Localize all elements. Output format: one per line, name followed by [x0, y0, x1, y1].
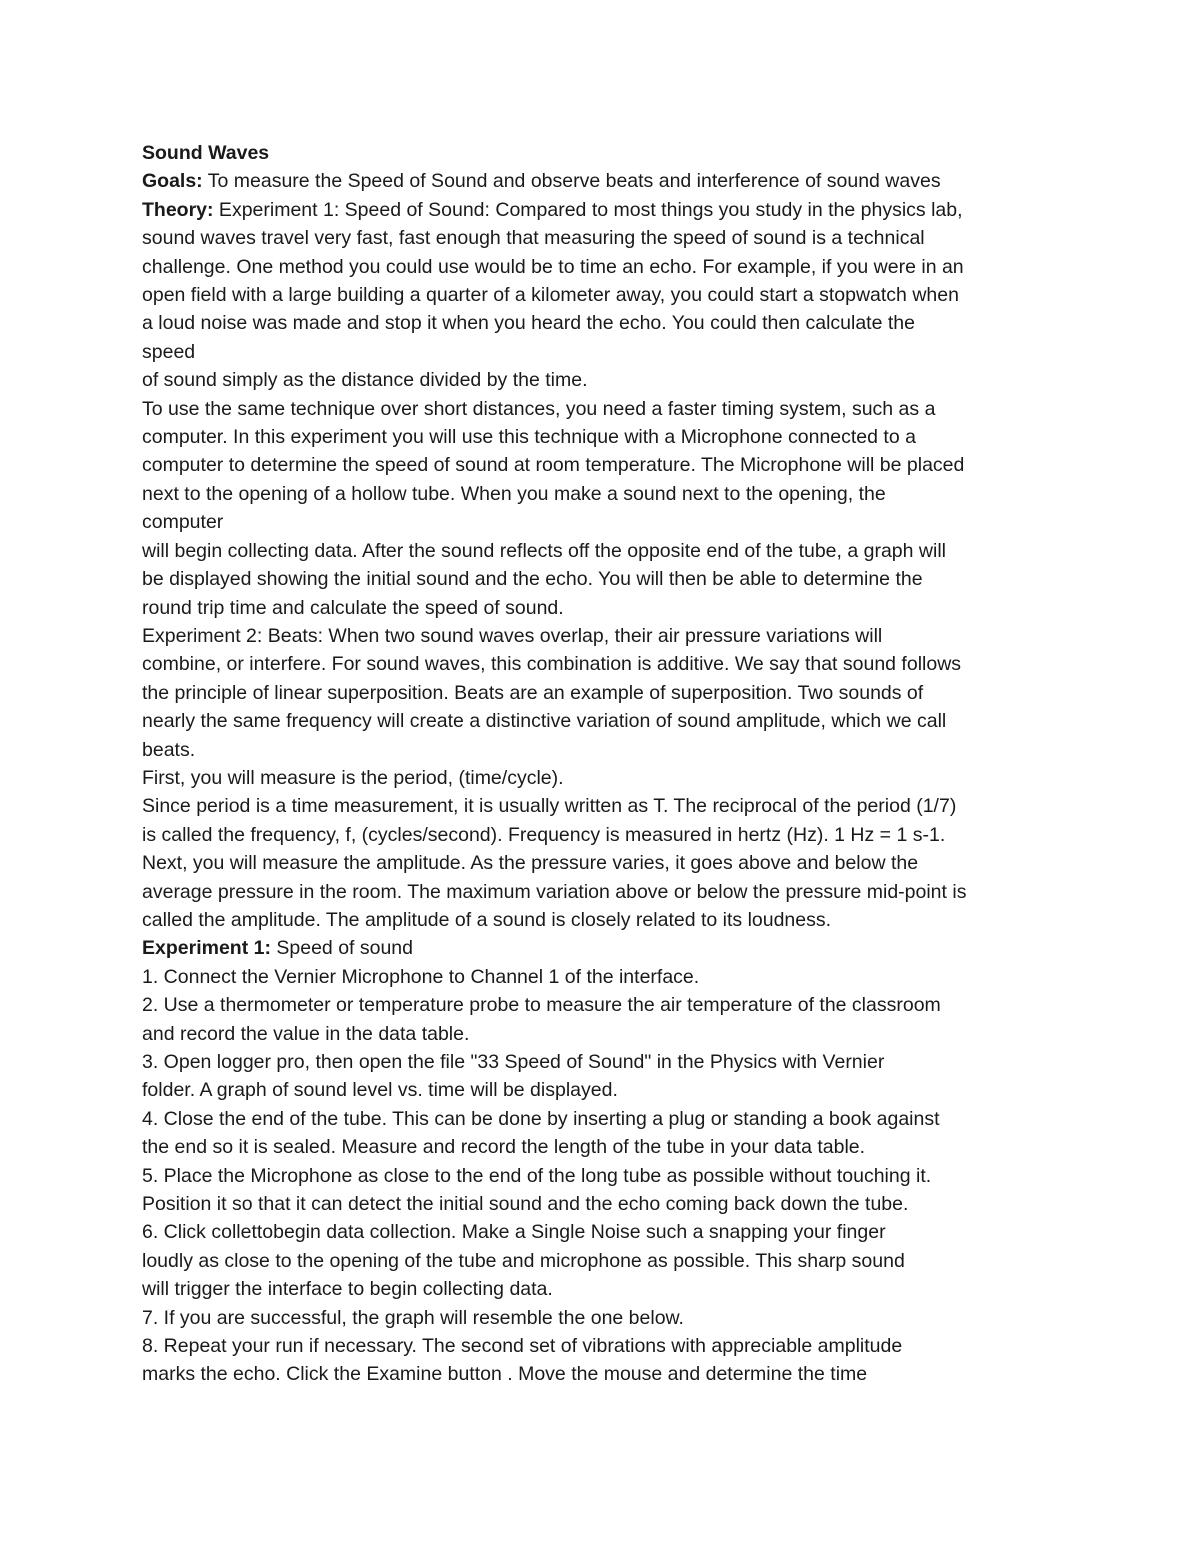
text-line: is called the frequency, f, (cycles/second). Frequency is measured in hertz (Hz). 1 Hz = 1 s-1.	[142, 823, 946, 846]
theory-first-text: Experiment 1: Speed of Sound: Compared to most things you study in the physics lab,	[213, 198, 963, 221]
goals-label: Goals:	[142, 170, 203, 193]
document-title: Sound Waves	[142, 142, 270, 164]
text-line: computer. In this experiment you will use this technique with a Microphone connected to a	[142, 426, 916, 449]
text-line: combine, or interfere. For sound waves, this combination is additive. We say that sound follows	[142, 653, 962, 676]
experiment-label: Experiment 1:	[142, 937, 271, 960]
step-line: will trigger the interface to begin collecting data.	[142, 1278, 553, 1301]
text-line: First, you will measure is the period, (time/cycle).	[142, 766, 564, 789]
text-line: sound waves travel very fast, fast enough that measuring the speed of sound is a technical	[142, 227, 925, 250]
step-line: Position it so that it can detect the initial sound and the echo coming back down the tube.	[142, 1193, 909, 1216]
text-line: be displayed showing the initial sound and the echo. You will then be able to determine the	[142, 568, 923, 591]
step-line: the end so it is sealed. Measure and record the length of the tube in your data table.	[142, 1136, 866, 1159]
text-line: speed	[142, 340, 196, 363]
step-line: and record the value in the data table.	[142, 1022, 470, 1045]
text-line: Experiment 2: Beats: When two sound waves overlap, their air pressure variations will	[142, 624, 883, 647]
goals-text: To measure the Speed of Sound and observe beats and interference of sound waves	[202, 170, 941, 193]
text-line: To use the same technique over short distances, you need a faster timing system, such as a	[142, 397, 936, 420]
step-line: marks the echo. Click the Examine button . Move the mouse and determine the time	[142, 1363, 868, 1386]
experiment-text: Speed of sound	[270, 937, 414, 960]
text-line: Since period is a time measurement, it is usually written as T. The reciprocal of the period (1/7)	[142, 795, 957, 818]
text-line: Next, you will measure the amplitude. As the pressure varies, it goes above and below the	[142, 852, 919, 875]
theory-line	[142, 196, 1072, 224]
text-line: computer	[142, 511, 224, 534]
step-line: 3. Open logger pro, then open the file "33 Speed of Sound" in the Physics with Vernier	[142, 1051, 885, 1073]
text-line: next to the opening of a hollow tube. When you make a sound next to the opening, the	[142, 482, 886, 505]
step-line: 7. If you are successful, the graph will resemble the one below.	[142, 1306, 684, 1329]
text-line: nearly the same frequency will create a distinctive variation of sound amplitude, which we call	[142, 710, 947, 733]
text-line: average pressure in the room. The maximum variation above or below the pressure mid-point is	[142, 880, 967, 903]
step-line: 1. Connect the Vernier Microphone to Channel 1 of the interface.	[142, 965, 700, 988]
step-line: 2. Use a thermometer or temperature probe to measure the air temperature of the classroom	[142, 994, 941, 1017]
step-line: loudly as close to the opening of the tube and microphone as possible. This sharp sound	[142, 1249, 905, 1272]
text-line: beats.	[142, 738, 196, 761]
step-line: 8. Repeat your run if necessary. The second set of vibrations with appreciable amplitude	[142, 1335, 903, 1358]
document-body	[142, 139, 1072, 1389]
text-line: of sound simply as the distance divided by the time.	[142, 369, 588, 392]
step-line: 4. Close the end of the tube. This can be done by inserting a plug or standing a book against	[142, 1107, 940, 1130]
theory-label: Theory:	[142, 198, 214, 221]
step-line: 6. Click collettobegin data collection. Make a Single Noise such a snapping your finger	[142, 1221, 886, 1244]
text-line: will begin collecting data. After the sound reflects off the opposite end of the tube, a graph will	[142, 539, 946, 562]
text-line: round trip time and calculate the speed of sound.	[142, 596, 564, 619]
text-line: computer to determine the speed of sound at room temperature. The Microphone will be placed	[142, 454, 965, 477]
step-line: 5. Place the Microphone as close to the end of the long tube as possible without touching it.	[142, 1164, 932, 1187]
text-line: open field with a large building a quarter of a kilometer away, you could start a stopwatch when	[142, 284, 959, 307]
text-line: a loud noise was made and stop it when you heard the echo. You could then calculate the	[142, 312, 915, 335]
text-line: called the amplitude. The amplitude of a sound is closely related to its loudness.	[142, 908, 832, 931]
text-line: challenge. One method you could use would be to time an echo. For example, if you were in an	[142, 255, 964, 278]
step-line: folder. A graph of sound level vs. time will be displayed.	[142, 1079, 618, 1102]
experiment-heading-line	[142, 934, 1072, 962]
goals-line	[142, 167, 1072, 195]
text-line: the principle of linear superposition. Beats are an example of superposition. Two sounds of	[142, 681, 924, 704]
